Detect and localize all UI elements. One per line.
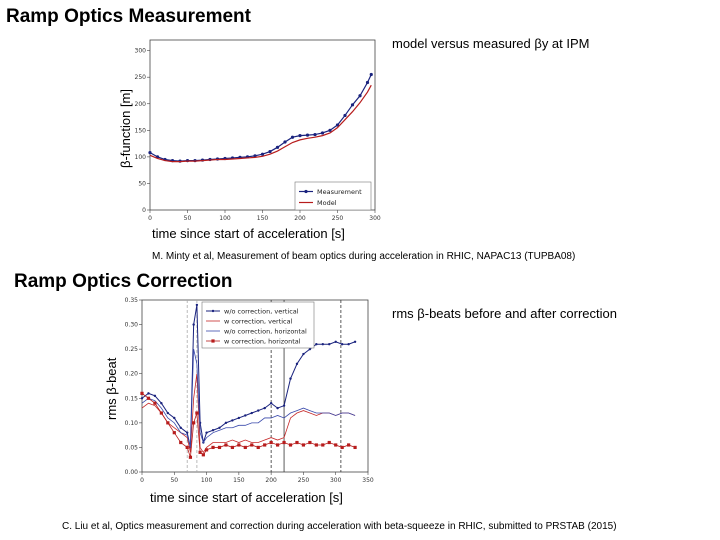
data-point-0 bbox=[231, 419, 233, 421]
data-point-0 bbox=[276, 407, 278, 409]
x-tick-label: 300 bbox=[369, 215, 381, 220]
data-point-3 bbox=[192, 421, 195, 424]
data-point-3 bbox=[257, 446, 260, 449]
data-point-0 bbox=[251, 412, 253, 414]
data-point-3 bbox=[140, 392, 143, 395]
data-point-3 bbox=[166, 421, 169, 424]
legend-label: w correction, horizontal bbox=[224, 337, 301, 346]
data-point-3 bbox=[270, 441, 273, 444]
data-point-3 bbox=[237, 443, 240, 446]
data-point-0 bbox=[341, 343, 343, 345]
data-point-0 bbox=[328, 129, 331, 132]
data-point-3 bbox=[263, 443, 266, 446]
chart1-annotation: model versus measured βy at IPM bbox=[392, 36, 590, 51]
data-point-3 bbox=[195, 411, 198, 414]
y-tick-label: 100 bbox=[134, 153, 146, 161]
x-tick-label: 250 bbox=[331, 215, 344, 220]
data-point-0 bbox=[343, 114, 346, 117]
data-point-0 bbox=[306, 133, 309, 136]
data-point-0 bbox=[186, 431, 188, 433]
data-point-0 bbox=[257, 409, 259, 411]
data-point-3 bbox=[276, 443, 279, 446]
y-tick-label: 0.00 bbox=[124, 469, 138, 476]
y-tick-label: 150 bbox=[134, 127, 146, 135]
data-point-0 bbox=[147, 392, 149, 394]
data-point-0 bbox=[358, 94, 361, 97]
data-point-3 bbox=[179, 441, 182, 444]
chart1-plot bbox=[120, 35, 385, 220]
data-point-3 bbox=[302, 443, 305, 446]
data-point-3 bbox=[250, 443, 253, 446]
y-tick-label: 0.25 bbox=[124, 346, 138, 354]
data-point-0 bbox=[180, 427, 182, 429]
data-point-0 bbox=[309, 348, 311, 350]
y-tick-label: 50 bbox=[138, 180, 146, 188]
legend-label: Measurement bbox=[317, 188, 362, 196]
data-point-3 bbox=[347, 443, 350, 446]
x-tick-label: 150 bbox=[256, 215, 269, 220]
x-tick-label: 200 bbox=[265, 477, 277, 484]
data-point-0 bbox=[261, 153, 264, 156]
y-tick-label: 0.30 bbox=[124, 321, 138, 329]
data-point-0 bbox=[173, 417, 175, 419]
data-point-3 bbox=[218, 446, 221, 449]
y-tick-label: 0.10 bbox=[124, 419, 138, 427]
legend-marker bbox=[304, 190, 307, 193]
data-point-3 bbox=[173, 431, 176, 434]
data-point-0 bbox=[298, 134, 301, 137]
data-point-0 bbox=[192, 323, 194, 325]
data-point-3 bbox=[205, 448, 208, 451]
y-tick-label: 0.20 bbox=[124, 370, 138, 378]
legend-label: Model bbox=[317, 199, 337, 207]
data-point-3 bbox=[202, 453, 205, 456]
chart2-annotation: rms β-beats before and after correction bbox=[392, 306, 617, 321]
chart2-ylabel: rms β-beat bbox=[104, 357, 119, 420]
data-point-3 bbox=[295, 441, 298, 444]
x-tick-label: 300 bbox=[329, 477, 342, 484]
data-point-0 bbox=[354, 341, 356, 343]
data-point-0 bbox=[160, 402, 162, 404]
data-point-0 bbox=[238, 417, 240, 419]
data-point-0 bbox=[263, 407, 265, 409]
data-point-0 bbox=[370, 73, 373, 76]
data-point-0 bbox=[268, 150, 271, 153]
data-point-0 bbox=[328, 343, 330, 345]
data-point-0 bbox=[289, 377, 291, 379]
data-point-0 bbox=[315, 343, 317, 345]
y-tick-label: 250 bbox=[134, 74, 146, 82]
data-point-0 bbox=[141, 397, 143, 399]
data-point-3 bbox=[328, 441, 331, 444]
y-tick-label: 0.35 bbox=[124, 297, 138, 304]
data-point-0 bbox=[225, 422, 227, 424]
legend-label: w/o correction, horizontal bbox=[224, 327, 307, 336]
x-tick-label: 200 bbox=[294, 215, 306, 220]
data-point-0 bbox=[347, 343, 349, 345]
x-tick-label: 350 bbox=[362, 477, 374, 484]
data-point-0 bbox=[351, 103, 354, 106]
x-tick-label: 250 bbox=[297, 477, 310, 484]
y-tick-label: 200 bbox=[134, 100, 146, 108]
data-point-3 bbox=[224, 443, 227, 446]
chart2-plot bbox=[118, 292, 380, 484]
data-point-0 bbox=[276, 146, 279, 149]
data-point-0 bbox=[302, 353, 304, 355]
y-tick-label: 0 bbox=[142, 207, 146, 214]
x-tick-label: 0 bbox=[148, 215, 152, 220]
data-point-3 bbox=[341, 446, 344, 449]
data-point-0 bbox=[148, 151, 151, 154]
y-tick-label: 0.05 bbox=[124, 444, 138, 452]
data-point-0 bbox=[218, 427, 220, 429]
data-point-0 bbox=[313, 133, 316, 136]
data-point-0 bbox=[321, 131, 324, 134]
data-point-0 bbox=[196, 304, 198, 306]
data-point-0 bbox=[322, 343, 324, 345]
legend-label: w correction, vertical bbox=[224, 317, 293, 326]
x-tick-label: 50 bbox=[170, 477, 179, 484]
data-point-0 bbox=[291, 136, 294, 139]
data-point-3 bbox=[334, 443, 337, 446]
section1-title: Ramp Optics Measurement bbox=[6, 6, 251, 27]
data-point-0 bbox=[270, 402, 272, 404]
x-tick-label: 100 bbox=[219, 215, 231, 220]
data-point-3 bbox=[353, 446, 356, 449]
legend-marker bbox=[211, 339, 214, 342]
data-point-3 bbox=[186, 446, 189, 449]
data-point-3 bbox=[315, 443, 318, 446]
legend-marker bbox=[212, 310, 214, 312]
chart2-xlabel: time since start of acceleration [s] bbox=[150, 490, 343, 505]
data-point-3 bbox=[231, 446, 234, 449]
data-point-0 bbox=[212, 429, 214, 431]
data-point-3 bbox=[244, 446, 247, 449]
data-point-0 bbox=[366, 81, 369, 84]
x-tick-label: 150 bbox=[233, 477, 245, 484]
data-point-3 bbox=[147, 397, 150, 400]
chart1-xlabel: time since start of acceleration [s] bbox=[152, 226, 345, 241]
data-point-0 bbox=[154, 395, 156, 397]
data-point-3 bbox=[153, 402, 156, 405]
chart2-reference: C. Liu et al, Optics measurement and correction during acceleration with beta-squeeze in RHIC, submitted to PRSTAB (2015) bbox=[62, 521, 617, 532]
y-tick-label: 300 bbox=[134, 47, 146, 55]
data-point-0 bbox=[283, 140, 286, 143]
data-point-3 bbox=[282, 441, 285, 444]
data-point-3 bbox=[308, 441, 311, 444]
data-point-0 bbox=[167, 412, 169, 414]
data-point-3 bbox=[199, 451, 202, 454]
data-point-0 bbox=[283, 404, 285, 406]
x-tick-label: 50 bbox=[183, 215, 192, 220]
x-tick-label: 0 bbox=[140, 477, 144, 484]
chart1-ylabel: β-function [m] bbox=[118, 88, 133, 168]
data-point-3 bbox=[160, 411, 163, 414]
y-tick-label: 0.15 bbox=[124, 395, 138, 403]
data-point-0 bbox=[244, 414, 246, 416]
data-point-3 bbox=[211, 446, 214, 449]
x-tick-label: 100 bbox=[200, 477, 213, 484]
legend-label: w/o correction, vertical bbox=[224, 307, 299, 316]
data-point-3 bbox=[289, 443, 292, 446]
data-point-3 bbox=[189, 456, 192, 459]
data-point-0 bbox=[205, 431, 207, 433]
data-point-3 bbox=[321, 443, 324, 446]
data-point-0 bbox=[335, 341, 337, 343]
data-point-0 bbox=[296, 363, 298, 365]
chart1-reference: M. Minty et al, Measurement of beam optics during acceleration in RHIC, NAPAC13 (TUPBA08) bbox=[152, 251, 576, 262]
section2-title: Ramp Optics Correction bbox=[14, 271, 233, 292]
